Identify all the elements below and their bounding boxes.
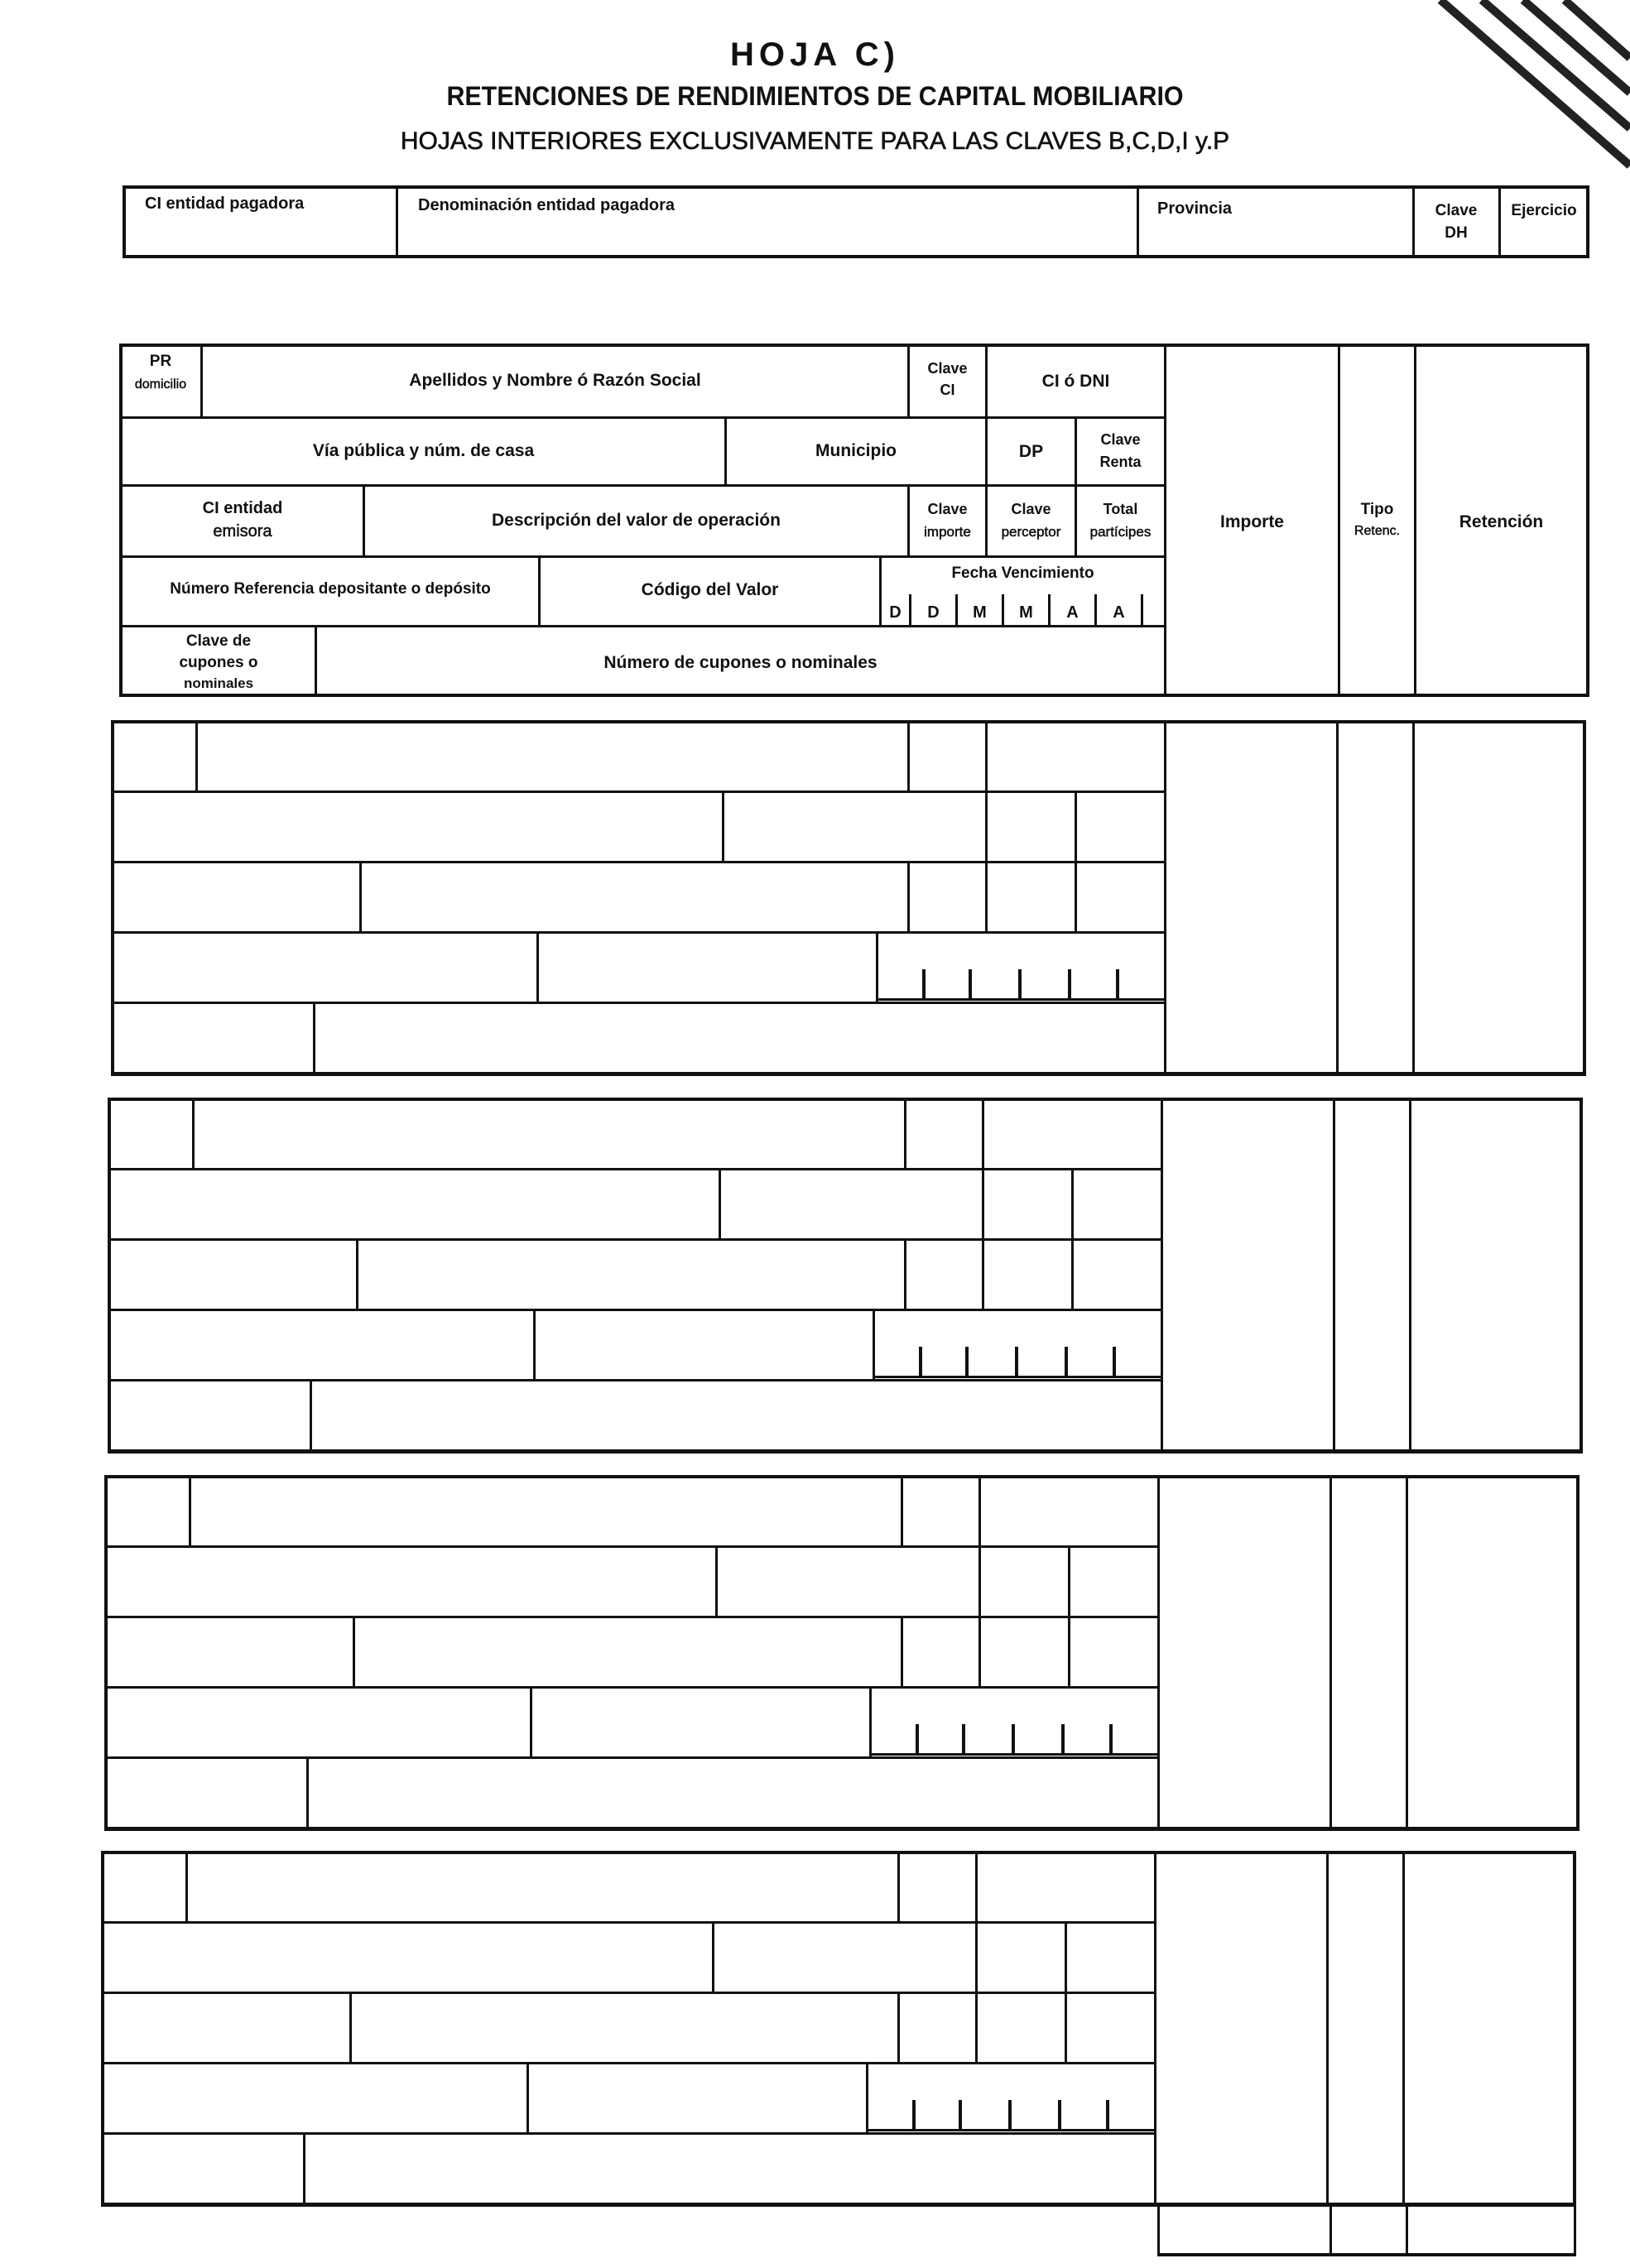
entry-1-ci-dni-field[interactable]: [988, 723, 1162, 789]
entry-4-apellidos-field[interactable]: [189, 1854, 896, 1920]
ci-emisora-label: CI entidad: [202, 499, 283, 517]
clave-renta-label: Clave: [1100, 431, 1141, 448]
entry-4-ci-dni-field[interactable]: [978, 1854, 1152, 1920]
clave-importe-label: Clave: [927, 501, 968, 517]
entry-3-fecha-vencimiento-field[interactable]: [873, 1689, 1156, 1754]
entry-4-via-field[interactable]: [104, 1924, 709, 1989]
entry-1-num-cupones-field[interactable]: [316, 1004, 1162, 1069]
entry-1-num-referencia-field[interactable]: [114, 934, 536, 999]
via-label: Vía pública y núm. de casa: [312, 441, 535, 460]
entry-1-retencion-field[interactable]: [1416, 723, 1581, 1070]
entry-3-total-participes-field[interactable]: [1071, 1618, 1156, 1684]
tipo-label-2: Retenc.: [1354, 524, 1401, 538]
clave-perceptor-label: Clave: [1011, 501, 1051, 517]
page-title: HOJA C): [730, 36, 900, 73]
retencion-label: Retención: [1459, 512, 1544, 531]
entry-3-codigo-valor-field[interactable]: [533, 1689, 868, 1754]
entry-1-municipio-field[interactable]: [725, 793, 983, 858]
fecha-d1: D: [889, 603, 902, 622]
entry-1-via-field[interactable]: [114, 793, 719, 858]
entry-4-municipio-field[interactable]: [715, 1924, 974, 1989]
entry-4-num-cupones-field[interactable]: [306, 2135, 1152, 2200]
entry-2-num-cupones-field[interactable]: [313, 1381, 1159, 1447]
entry-2-descripcion-field[interactable]: [359, 1241, 902, 1306]
fecha-a2: A: [1113, 603, 1125, 622]
entry-1-pr-field[interactable]: [114, 723, 195, 789]
entry-3-descripcion-field[interactable]: [356, 1618, 899, 1684]
entry-2-fecha-vencimiento-field[interactable]: [876, 1311, 1159, 1377]
entry-3-ci-emisora-field[interactable]: [108, 1618, 353, 1684]
entry-1-importe-field[interactable]: [1167, 723, 1334, 1070]
dp-label: DP: [1018, 442, 1044, 461]
entry-4-total-participes-field[interactable]: [1068, 1994, 1152, 2059]
clave-ci-label: Clave: [927, 360, 968, 377]
num-ref-label: Número Referencia depositante o depósito: [170, 580, 491, 598]
entry-1-apellidos-field[interactable]: [199, 723, 906, 789]
importe-label: Importe: [1219, 512, 1284, 531]
clave-dh-label-2: DH: [1445, 224, 1468, 242]
entry-2-ci-emisora-field[interactable]: [111, 1241, 356, 1306]
entry-1-fecha-vencimiento-field[interactable]: [879, 934, 1162, 999]
entry-2-retencion-field[interactable]: [1412, 1101, 1578, 1448]
clave-cupones-label-3: nominales: [183, 675, 254, 691]
entry-4-clave-perceptor-field[interactable]: [978, 1994, 1063, 2059]
pr-label: PR: [149, 353, 172, 370]
num-cupones-label: Número de cupones o nominales: [603, 653, 878, 672]
entry-4-tipo-retencion-field[interactable]: [1329, 1854, 1401, 2201]
clave-importe-label-2: importe: [924, 524, 971, 540]
entry-1-tipo-retencion-field[interactable]: [1339, 723, 1411, 1070]
entry-4-retencion-field[interactable]: [1406, 1854, 1571, 2201]
entry-3-clave-importe-field[interactable]: [904, 1618, 977, 1684]
denominacion-label: Denominación entidad pagadora: [418, 196, 676, 214]
entry-4-dp-field[interactable]: [978, 1924, 1063, 1989]
fecha-a1: A: [1066, 603, 1079, 622]
entry-1-clave-cupones-field[interactable]: [114, 1004, 313, 1069]
entry-3-importe-field[interactable]: [1161, 1478, 1328, 1825]
pr-label-2: domicilio: [134, 377, 187, 392]
entry-3-clave-perceptor-field[interactable]: [982, 1618, 1066, 1684]
entry-2-total-participes-field[interactable]: [1075, 1241, 1159, 1306]
ejercicio-label: Ejercicio: [1511, 202, 1577, 219]
entry-1-codigo-valor-field[interactable]: [540, 934, 874, 999]
tipo-label: Tipo: [1360, 501, 1394, 518]
entry-3-ci-dni-field[interactable]: [982, 1478, 1156, 1544]
descripcion-label: Descripción del valor de operación: [492, 511, 781, 530]
fecha-m2: M: [1019, 603, 1033, 622]
entry-4-pr-field[interactable]: [104, 1854, 185, 1920]
entry-2-apellidos-field[interactable]: [195, 1101, 902, 1166]
entry-2-num-referencia-field[interactable]: [111, 1311, 533, 1377]
page-subtitle-2: HOJAS INTERIORES EXCLUSIVAMENTE PARA LAS CLAVES B,C,D,I y.P: [400, 127, 1230, 155]
entry-1-clave-ci-field[interactable]: [911, 723, 983, 789]
entry-4-num-referencia-field[interactable]: [104, 2064, 527, 2130]
entry-2-clave-importe-field[interactable]: [907, 1241, 980, 1306]
clave-renta-label-2: Renta: [1099, 454, 1142, 470]
entry-1-clave-perceptor-field[interactable]: [988, 863, 1073, 929]
entry-1-total-participes-field[interactable]: [1078, 863, 1162, 929]
entry-4-ci-emisora-field[interactable]: [104, 1994, 349, 2059]
entry-2-municipio-field[interactable]: [722, 1170, 980, 1236]
entry-3-retencion-field[interactable]: [1409, 1478, 1575, 1825]
clave-ci-label-2: CI: [940, 382, 955, 398]
entry-4-clave-ci-field[interactable]: [901, 1854, 974, 1920]
entry-2-clave-renta-field[interactable]: [1075, 1170, 1159, 1236]
entry-3-clave-ci-field[interactable]: [904, 1478, 977, 1544]
entry-2-codigo-valor-field[interactable]: [536, 1311, 871, 1377]
entry-3-tipo-retencion-field[interactable]: [1333, 1478, 1404, 1825]
fecha-m1: M: [973, 603, 987, 622]
entry-3-apellidos-field[interactable]: [192, 1478, 899, 1544]
apellidos-label: Apellidos y Nombre ó Razón Social: [409, 371, 701, 390]
entry-3-num-cupones-field[interactable]: [310, 1759, 1156, 1824]
codigo-valor-label: Código del Valor: [641, 580, 779, 599]
entry-2-dp-field[interactable]: [985, 1170, 1070, 1236]
entry-1-clave-renta-field[interactable]: [1078, 793, 1162, 858]
entry-1-dp-field[interactable]: [988, 793, 1073, 858]
total-label: Total: [1103, 501, 1138, 517]
entry-1-clave-importe-field[interactable]: [911, 863, 983, 929]
entry-3-num-referencia-field[interactable]: [108, 1689, 530, 1754]
municipio-label: Municipio: [815, 441, 897, 460]
fecha-d2: D: [927, 603, 940, 622]
entry-2-tipo-retencion-field[interactable]: [1336, 1101, 1407, 1448]
entry-2-clave-cupones-field[interactable]: [111, 1381, 310, 1447]
entry-4-descripcion-field[interactable]: [353, 1994, 896, 2059]
entry-2-ci-dni-field[interactable]: [985, 1101, 1159, 1166]
provincia-label: Provincia: [1157, 199, 1233, 218]
entry-4-clave-cupones-field[interactable]: [104, 2135, 303, 2200]
entry-3-clave-renta-field[interactable]: [1071, 1548, 1156, 1613]
entry-4-importe-field[interactable]: [1157, 1854, 1325, 2201]
entry-2-pr-field[interactable]: [111, 1101, 192, 1166]
clave-dh-label: Clave: [1435, 202, 1478, 219]
entry-1-ci-emisora-field[interactable]: [114, 863, 359, 929]
entry-3-via-field[interactable]: [108, 1548, 712, 1613]
ci-payer-label: CI entidad pagadora: [145, 195, 305, 213]
entry-3-pr-field[interactable]: [108, 1478, 189, 1544]
entry-3-municipio-field[interactable]: [719, 1548, 977, 1613]
entry-2-clave-ci-field[interactable]: [907, 1101, 980, 1166]
entry-4-codigo-valor-field[interactable]: [530, 2064, 864, 2130]
entry-3-dp-field[interactable]: [982, 1548, 1066, 1613]
ci-dni-label: CI ó DNI: [1041, 372, 1110, 391]
ci-emisora-label-2: emisora: [213, 522, 272, 541]
fecha-vencimiento-label: Fecha Vencimiento: [951, 565, 1094, 582]
entry-4-clave-importe-field[interactable]: [901, 1994, 974, 2059]
entry-4-fecha-vencimiento-field[interactable]: [869, 2064, 1152, 2130]
total-label-2: partícipes: [1089, 524, 1152, 540]
entry-2-importe-field[interactable]: [1164, 1101, 1331, 1448]
clave-perceptor-label-2: perceptor: [1001, 524, 1061, 540]
entry-3-clave-cupones-field[interactable]: [108, 1759, 306, 1824]
entry-4-clave-renta-field[interactable]: [1068, 1924, 1152, 1989]
entry-1-descripcion-field[interactable]: [363, 863, 906, 929]
clave-cupones-label: Clave de: [185, 632, 252, 650]
entry-2-clave-perceptor-field[interactable]: [985, 1241, 1070, 1306]
entry-2-via-field[interactable]: [111, 1170, 715, 1236]
page-subtitle: RETENCIONES DE RENDIMIENTOS DE CAPITAL MOBILIARIO: [446, 81, 1184, 111]
clave-cupones-label-2: cupones o: [179, 654, 258, 671]
